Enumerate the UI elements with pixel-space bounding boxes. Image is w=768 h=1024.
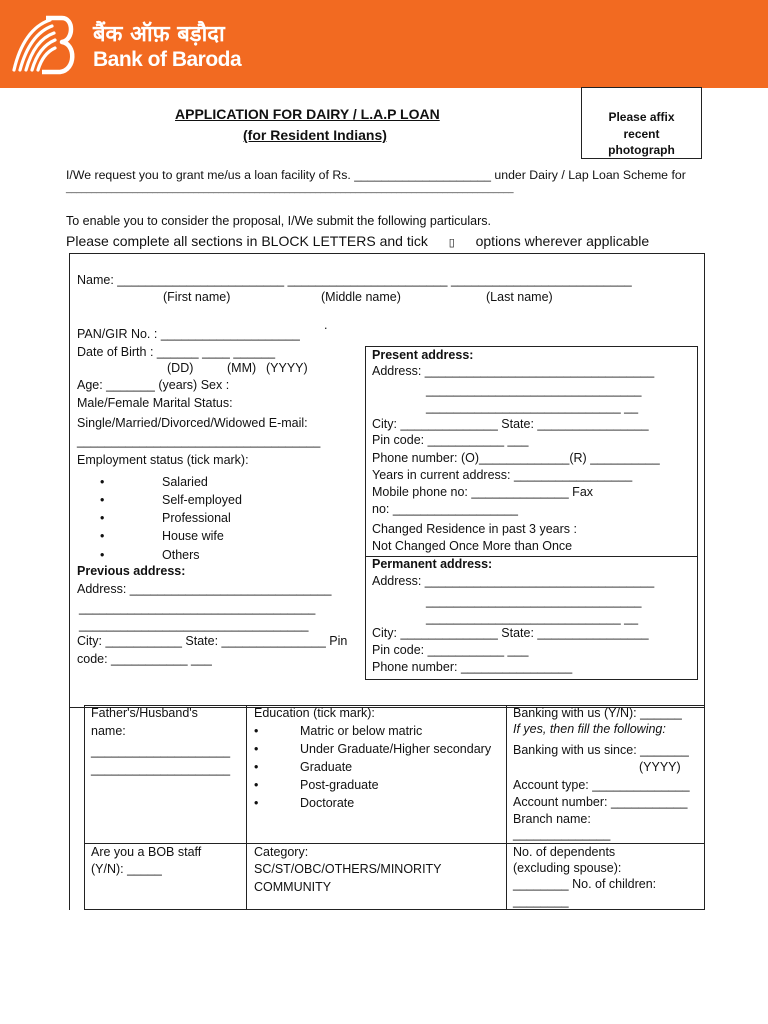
bob-staff-label: Are you a BOB staff	[91, 845, 202, 859]
table-left-edge	[69, 706, 70, 910]
children-line[interactable]: ________	[513, 894, 569, 908]
present-address-title: Present address:	[372, 348, 474, 362]
bullet-icon: •	[100, 548, 105, 562]
middle-name-caption: (Middle name)	[321, 290, 401, 304]
table-row-divider	[84, 843, 705, 844]
bullet-icon: •	[254, 796, 259, 810]
permanent-address-title: Permanent address:	[372, 557, 493, 571]
father-name-label: Father's/Husband's	[91, 706, 198, 720]
age-field[interactable]: Age: _______ (years) Sex :	[77, 378, 230, 392]
tick-checkbox-icon: ▯	[448, 237, 455, 249]
bullet-icon: •	[100, 493, 105, 507]
banking-with-us-field[interactable]: Banking with us (Y/N): ______	[513, 706, 682, 720]
bullet-icon: •	[100, 529, 105, 543]
mobile-fax-field[interactable]: Mobile phone no: ______________ Fax	[372, 485, 594, 499]
sex-field[interactable]: Male/Female Marital Status:	[77, 396, 233, 410]
present-address-line3[interactable]: ____________________________ __	[426, 400, 639, 414]
permanent-phone-field[interactable]: Phone number: ________________	[372, 660, 573, 674]
banking-since-field[interactable]: Banking with us since: _______	[513, 743, 689, 757]
previous-address-field[interactable]: Address: _____________________________	[77, 582, 332, 596]
form-title: APPLICATION FOR DAIRY / L.A.P LOAN	[175, 106, 440, 122]
employment-option[interactable]: Professional	[162, 511, 231, 525]
stray-dot: .	[324, 318, 328, 332]
previous-address-line2[interactable]: __________________________________	[79, 601, 316, 615]
category-options[interactable]: SC/ST/OBC/OTHERS/MINORITY	[254, 862, 442, 876]
category-label: Category:	[254, 845, 309, 859]
bullet-icon: •	[254, 724, 259, 738]
block-letters-instruction	[66, 233, 649, 249]
bullet-icon: •	[254, 742, 259, 756]
fax-field[interactable]: no: __________________	[372, 502, 518, 516]
previous-pincode-field[interactable]: code: ___________ ___	[77, 652, 212, 666]
pan-field[interactable]: PAN/GIR No. : ____________________	[77, 327, 300, 341]
branch-name-field[interactable]: ______________	[513, 827, 611, 841]
present-address-field[interactable]: Address: _________________________________	[372, 364, 655, 378]
enable-text: To enable you to consider the proposal, I/We submit the following particulars.	[66, 214, 491, 228]
dependents-label: No. of dependents	[513, 845, 616, 859]
education-label: Education (tick mark):	[254, 706, 375, 720]
permanent-pincode-field[interactable]: Pin code: ___________ ___	[372, 643, 529, 657]
instruction-part2: options wherever applicable	[475, 233, 650, 249]
dob-mm-caption: (MM)	[227, 361, 257, 375]
first-name-caption: (First name)	[163, 290, 231, 304]
bullet-icon: •	[254, 760, 259, 774]
employment-option[interactable]: House wife	[162, 529, 224, 543]
permanent-address-field[interactable]: Address: _________________________________	[372, 574, 655, 588]
father-name-line2[interactable]: ____________________	[91, 762, 231, 776]
father-name-line1[interactable]: ____________________	[91, 744, 231, 758]
permanent-address-line2[interactable]: _______________________________	[426, 594, 642, 608]
employment-option[interactable]: Others	[162, 548, 200, 562]
logo-english-text: Bank of Baroda	[93, 48, 242, 71]
form-subtitle: (for Resident Indians)	[243, 127, 387, 143]
name-field[interactable]: Name: ________________________ _______________________ __________________________	[77, 273, 632, 287]
dob-dd-caption: (DD)	[167, 361, 194, 375]
previous-address-line3[interactable]: _________________________________	[79, 618, 309, 632]
dob-yyyy-caption: (YYYY)	[266, 361, 308, 375]
photo-box-line3: photograph	[608, 143, 675, 157]
table-col-divider	[506, 705, 507, 910]
bank-of-baroda-logo-icon	[6, 14, 76, 76]
changed-residence-options[interactable]: Not Changed Once More than Once	[372, 539, 573, 553]
photo-box-line1: Please affix	[608, 110, 675, 124]
branch-name-label: Branch name:	[513, 812, 591, 826]
permanent-address-line3[interactable]: ____________________________ __	[426, 611, 639, 625]
years-current-address-field[interactable]: Years in current address: _________________	[372, 468, 633, 482]
previous-address-title: Previous address:	[77, 564, 186, 578]
present-phone-field[interactable]: Phone number: (O)_____________(R) __________	[372, 451, 660, 465]
employment-option[interactable]: Salaried	[162, 475, 208, 489]
bullet-icon: •	[100, 511, 105, 525]
father-name-label2: name:	[91, 724, 126, 738]
marital-field[interactable]: Single/Married/Divorced/Widowed E-mail:	[77, 416, 308, 430]
banking-since-yyyy-caption: (YYYY)	[639, 760, 681, 774]
previous-city-state-field[interactable]: City: ___________ State: _______________ Pin	[77, 634, 348, 648]
account-type-field[interactable]: Account type: ______________	[513, 778, 690, 792]
category-community[interactable]: COMMUNITY	[254, 880, 332, 894]
if-yes-note: If yes, then fill the following:	[513, 722, 666, 736]
account-number-field[interactable]: Account number: ___________	[513, 795, 688, 809]
present-city-state-field[interactable]: City: ______________ State: ________________	[372, 417, 649, 431]
photo-box-line2: recent	[623, 126, 660, 141]
education-option[interactable]: Post-graduate	[300, 778, 379, 792]
education-option[interactable]: Doctorate	[300, 796, 355, 810]
photo-box	[581, 87, 702, 159]
children-field[interactable]: ________ No. of children:	[513, 877, 657, 891]
permanent-city-state-field[interactable]: City: ______________ State: ________________	[372, 626, 649, 640]
loan-request-line: ________________________________________________________________________________________	[66, 183, 514, 194]
table-col-divider	[246, 705, 247, 910]
logo-hindi-text: बैंक ऑफ़ बड़ौदा	[93, 22, 225, 47]
education-option[interactable]: Under Graduate/Higher secondary	[300, 742, 492, 756]
last-name-caption: (Last name)	[486, 290, 553, 304]
loan-request-text: I/We request you to grant me/us a loan facility of Rs. ____________________ under Dairy / Lap Loan Scheme for	[66, 168, 686, 182]
present-pincode-field[interactable]: Pin code: ___________ ___	[372, 433, 529, 447]
dependents-excluding-label: (excluding spouse):	[513, 861, 622, 875]
bullet-icon: •	[100, 475, 105, 489]
dob-field[interactable]: Date of Birth : ______ ____ ______	[77, 345, 276, 359]
employment-status-label: Employment status (tick mark):	[77, 453, 249, 467]
education-option[interactable]: Matric or below matric	[300, 724, 423, 738]
bullet-icon: •	[254, 778, 259, 792]
employment-option[interactable]: Self-employed	[162, 493, 242, 507]
changed-residence-label: Changed Residence in past 3 years :	[372, 522, 577, 536]
instruction-part1: Please complete all sections in BLOCK LETTERS and tick	[66, 233, 428, 249]
email-field[interactable]: ___________________________________	[77, 434, 321, 448]
present-address-line2[interactable]: _______________________________	[426, 383, 642, 397]
bank-header	[0, 0, 768, 88]
bob-staff-field[interactable]: (Y/N): _____	[91, 862, 162, 876]
education-option[interactable]: Graduate	[300, 760, 353, 774]
